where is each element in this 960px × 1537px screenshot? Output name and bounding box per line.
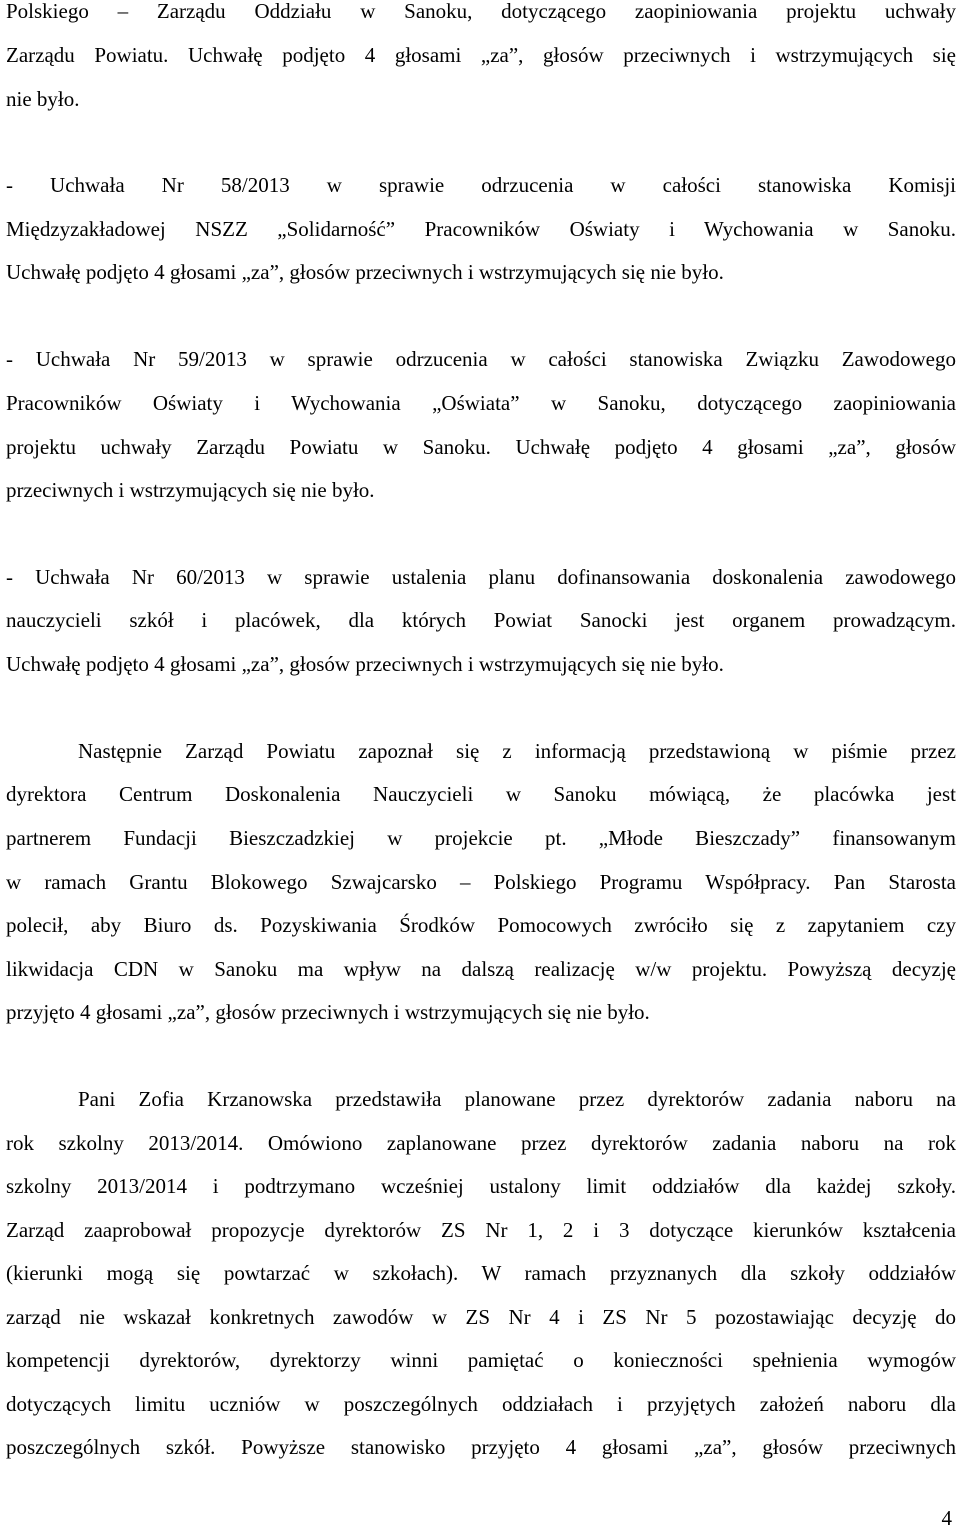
text-line: w ramach Grantu Blokowego Szwajcarsko – Polskiego Programu Współpracy. Pan Starosta: [6, 870, 956, 894]
text-line: Następnie Zarząd Powiatu zapoznał się z informacją przedstawioną w piśmie przez: [78, 739, 956, 763]
text-line: polecił, aby Biuro ds. Pozyskiwania Środków Pomocowych zwróciło się z zapytaniem czy: [6, 913, 956, 937]
page-number: 4: [941, 1506, 952, 1530]
text-line: Pracowników Oświaty i Wychowania „Oświata” w Sanoku, dotyczącego zaopiniowania: [6, 391, 956, 415]
text-line: poszczególnych szkół. Powyższe stanowisko przyjęto 4 głosami „za”, głosów przeciwnych: [6, 1435, 956, 1459]
text-line: Polskiego – Zarządu Oddziału w Sanoku, dotyczącego zaopiniowania projektu uchwały: [6, 0, 956, 23]
text-line: Pani Zofia Krzanowska przedstawiła planowane przez dyrektorów zadania naboru na: [78, 1087, 956, 1111]
text-line: nie było.: [6, 87, 80, 111]
text-line: - Uchwała Nr 59/2013 w sprawie odrzucenia w całości stanowiska Związku Zawodowego: [6, 347, 956, 371]
text-line: Uchwałę podjęto 4 głosami „za”, głosów przeciwnych i wstrzymujących się nie było.: [6, 260, 724, 284]
text-line: szkolny 2013/2014 i podtrzymano wcześniej ustalony limit oddziałów dla każdej szkoły.: [6, 1174, 956, 1198]
text-line: przyjęto 4 głosami „za”, głosów przeciwnych i wstrzymujących się nie było.: [6, 1000, 650, 1024]
text-line: dyrektora Centrum Doskonalenia Nauczycieli w Sanoku mówiącą, że placówka jest: [6, 782, 956, 806]
text-line: (kierunki mogą się powtarzać w szkołach). W ramach przyznanych dla szkoły oddziałów: [6, 1261, 956, 1285]
text-line: Międzyzakładowej NSZZ „Solidarność” Pracowników Oświaty i Wychowania w Sanoku.: [6, 217, 956, 241]
text-line: - Uchwała Nr 60/2013 w sprawie ustalenia planu dofinansowania doskonalenia zawodowego: [6, 565, 956, 589]
text-line: likwidacja CDN w Sanoku ma wpływ na dalszą realizację w/w projektu. Powyższą decyzję: [6, 957, 956, 981]
text-line: Zarząd zaaprobował propozycje dyrektorów ZS Nr 1, 2 i 3 dotyczące kierunków kształcenia: [6, 1218, 956, 1242]
text-line: zarząd nie wskazał konkretnych zawodów w ZS Nr 4 i ZS Nr 5 pozostawiając decyzję do: [6, 1305, 956, 1329]
text-line: przeciwnych i wstrzymujących się nie było.: [6, 478, 375, 502]
text-line: dotyczących limitu uczniów w poszczególnych oddziałach i przyjętych założeń naboru dla: [6, 1392, 956, 1416]
text-line: nauczycieli szkół i placówek, dla których Powiat Sanocki jest organem prowadzącym.: [6, 608, 956, 632]
text-line: kompetencji dyrektorów, dyrektorzy winni pamiętać o konieczności spełnienia wymogów: [6, 1348, 956, 1372]
text-line: rok szkolny 2013/2014. Omówiono zaplanowane przez dyrektorów zadania naboru na rok: [6, 1131, 956, 1155]
text-line: partnerem Fundacji Bieszczadzkiej w projekcie pt. „Młode Bieszczady” finansowanym: [6, 826, 956, 850]
text-line: Uchwałę podjęto 4 głosami „za”, głosów przeciwnych i wstrzymujących się nie było.: [6, 652, 724, 676]
text-line: Zarządu Powiatu. Uchwałę podjęto 4 głosami „za”, głosów przeciwnych i wstrzymujących się: [6, 43, 956, 67]
text-line: projektu uchwały Zarządu Powiatu w Sanoku. Uchwałę podjęto 4 głosami „za”, głosów: [6, 435, 956, 459]
text-line: - Uchwała Nr 58/2013 w sprawie odrzucenia w całości stanowiska Komisji: [6, 173, 956, 197]
